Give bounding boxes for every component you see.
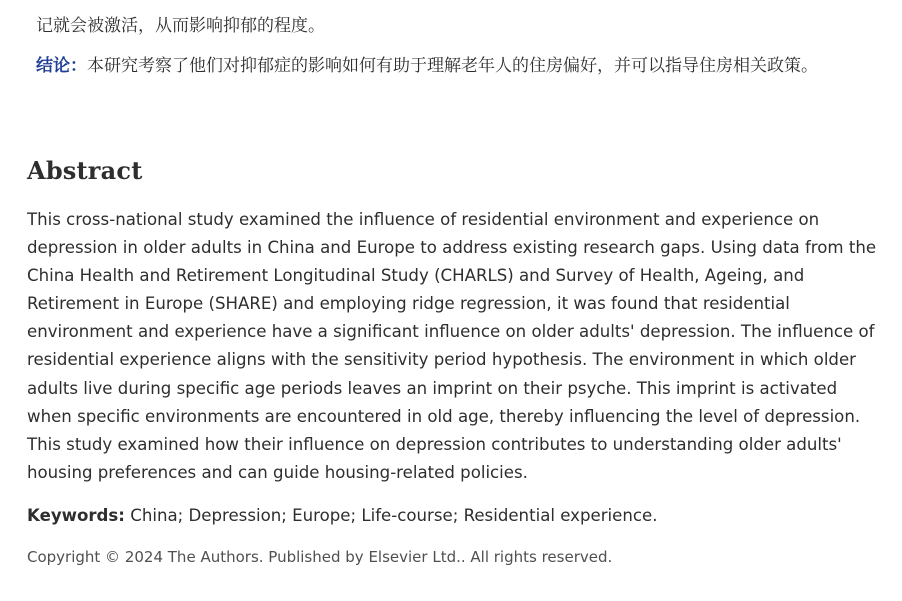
conclusion-text: 本研究考察了他们对抑郁症的影响如何有助于理解老年人的住房偏好，并可以指导住房相关政策。 [87,56,818,76]
copyright-notice: Copyright © 2024 The Authors. Published by Elsevier Ltd.. All rights reserved. [27,548,613,566]
chinese-abstract-line-tail: 记就会被激活，从而影响抑郁的程度。 [36,16,325,36]
keywords [27,502,658,530]
chinese-abstract [36,6,876,86]
keywords-label: Keywords: [27,506,125,525]
chinese-conclusion [36,46,876,86]
conclusion-label: 结论： [36,56,87,76]
keywords-value: China; Depression; Europe; Life-course; Residential experience. [130,506,658,525]
abstract-body: This cross-national study examined the influence of residential environment and experience on depression in older adults in China and Europe to address existing research gaps. Using data from the China Health and Retirement Longitudinal Study (CHARLS) and Survey of Health, Ageing, and Retirement in Europe (SHARE) and employing ridge regression, it was found that residential environment and experience have a significant influence on older adults' depression. The influence of residential experience aligns with the sensitivity period hypothesis. The environment in which older adults live during specific age periods leaves an imprint on their psyche. This imprint is activated when specific environments are encountered in old age, thereby influencing the level of depression. This study examined how their influence on depression contributes to understanding older adults' housing preferences and can guide housing-related policies. [27,210,877,482]
abstract-heading: Abstract [27,156,143,185]
